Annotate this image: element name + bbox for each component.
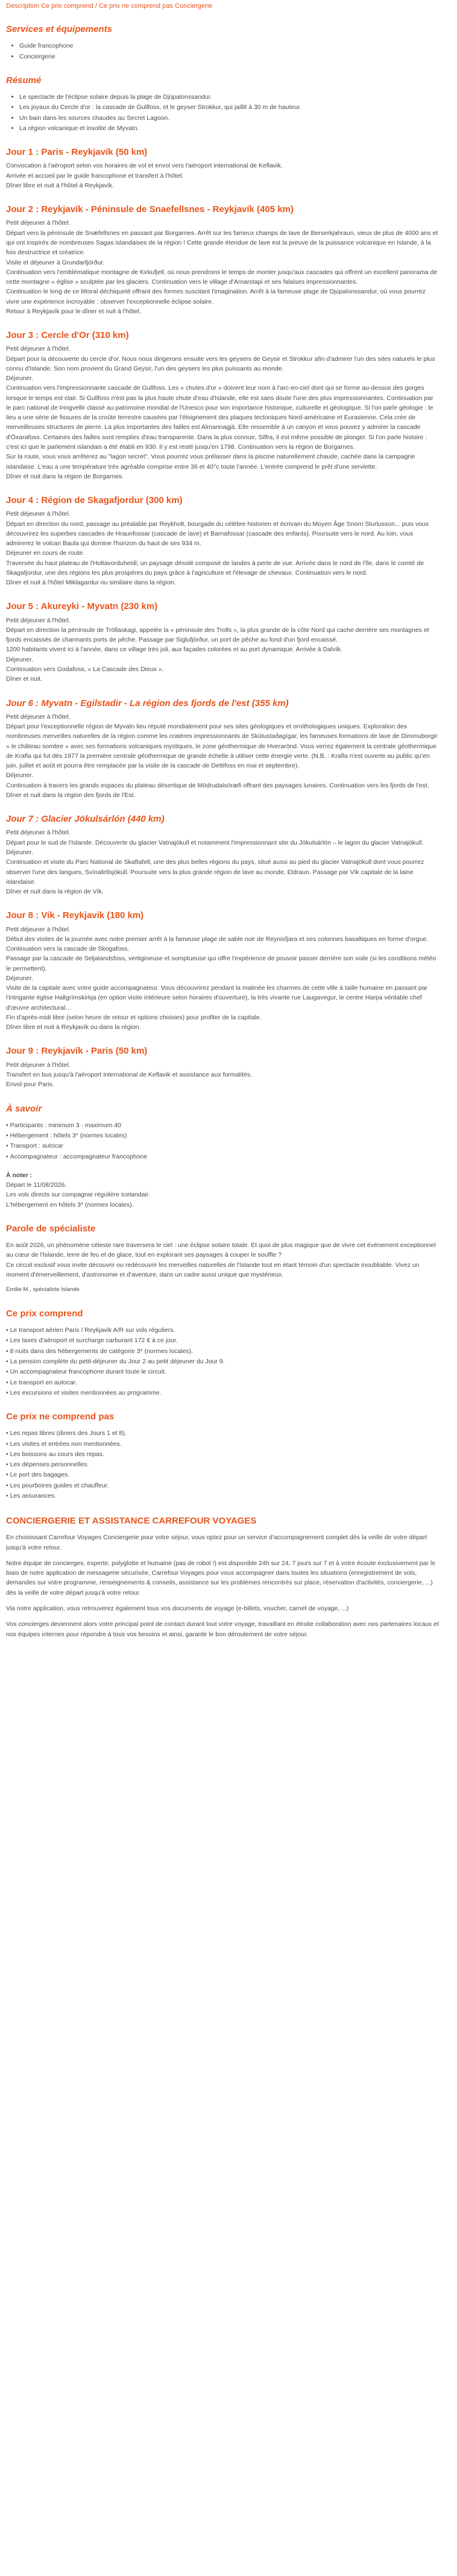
day-text: Dîner et nuit dans la région des fjords de l'Est. — [6, 791, 136, 799]
resume-list — [6, 92, 439, 133]
day-text: Départ pour l'exceptionnelle région de Myvatn lieu réputé mondialement pour ses sites géologiques et ornithologiques uniques. Exploration des nombreuses merveilles naturelles de la région comme les cratères impressionnants de Skútustaðagígar, les fameuses formations de lave de Dimmuborgir « le château sombre » avec ses formations volcaniques mystiques, le zone géothermique de Hverarönd. Vous verrez également la centrale géothermique de Krafla qui fut dès 1977 la première centrale géothermique de grande échelle à utiliser cette énergie verte. (N.B. : Krafla n'est ouverte au public qu'en juin, juillet et août et pourra être remplacée par la visite de la cascade de Dettifoss en mai et septembre). — [6, 723, 438, 770]
day-text: Dîner et nuit dans la région de Vík. — [6, 888, 104, 896]
list-item: • Les taxes d'aéroport et surcharge carburant 172 € à ce jour. — [6, 1336, 439, 1345]
day-text: Retour à Reykjavík pour le dîner et nuit à l'hôtel. — [6, 307, 141, 315]
specialiste-text: En août 2026, un phénomène céleste rare traversera le ciel : une éclipse solaire totale. Et quoi de plus magique que de vivre cet événement exceptionnel au cœur de l'Islande, terre de feu et de glace, tout en explorant ses paysages à couper le souffle ? — [6, 1242, 436, 1259]
list-item: • Les boissons au cours des repas. — [6, 1449, 439, 1459]
note-line: Les vols directs sur compagnie régulière Icelandair. — [6, 1191, 150, 1199]
list-item: • Les visites et entrées non mentionnées. — [6, 1439, 439, 1449]
day-text: Petit déjeuner à l'hôtel. — [6, 616, 71, 624]
ne-comprend-title: Ce prix ne comprend pas — [6, 1411, 115, 1422]
day-text: Départ pour le sud de l'Islande. Découverte du glacier Vatnajökull et notamment l'impressionnant site du Jökulsárlón – le lagon du glacier Vatnajökull. — [6, 839, 424, 846]
day-text: Petit déjeuner à l'hôtel. — [6, 713, 71, 721]
list-item: • Le transport aérien Paris / Reykjavik A/R sur vols réguliers. — [6, 1325, 439, 1335]
day-text: Dîner et nuit à l'hôtel Miklagardur ou similaire dans la région. — [6, 579, 176, 587]
day-text: Départ en direction la péninsule de Tröllaskagi, appelée la « péninsule des Trolls », la plus grande de la côte Nord qui cache derrière ses montagnes et fjords encaissés de charmants ports de pêche. Passage par Siglufjörður, un port de pêche au fond d'un fjord encaissé. — [6, 626, 429, 644]
day-text: Continuation vers la cascade de Skogafoss. — [6, 945, 130, 953]
list-item: • Un accompagnateur francophone durant toute le circuit. — [6, 1367, 439, 1377]
day-text: Passage par la cascade de Seljalandsfoss, vertigineuse et somptueuse qui offre l'expérience de pouvoir passer derrière son voile (si les conditions météo le permettent). — [6, 955, 437, 972]
comprend-title: Ce prix comprend — [6, 1308, 83, 1319]
day-title: Jour 7 : Glacier Jökulsárlón (440 km) — [6, 814, 165, 825]
list-item: • Le transport en autocar. — [6, 1378, 439, 1387]
specialiste-signature: Emilie M., spécialiste Islande — [6, 1286, 80, 1293]
day-text: Traversée du haut plateau de l'Holtavorduheidi; un paysage désolé composé de landes à perte de vue. Arrivée dans le nord de l'île, dans le comté de Skagafjordur, une des régions les plus prospères du pays grâce à l'agriculture et l'élevage de chevaux. Continuation vers le nord. — [6, 559, 424, 577]
resume-title: Résumé — [6, 75, 42, 86]
day-text: Début des visites de la journée avec notre premier arrêt à la fameuse plage de sable noir de Reynisfjara et ses colonnes basaltiques en forme d'orgue. — [6, 935, 429, 943]
day-text: Petit déjeuner à l'hôtel. — [6, 219, 71, 227]
list-item: • Les assurances. — [6, 1491, 439, 1501]
day-title: Jour 5 : Akureyki - Myvatn (230 km) — [6, 601, 158, 612]
list-item: • 8 nuits dans des hébergements de catégorie 3* (normes locales). — [6, 1346, 439, 1356]
list-item: • Les repas libres (diners des Jours 1 et 8). — [6, 1428, 439, 1438]
day-text: Envol pour Paris. — [6, 1081, 54, 1089]
day-text: Déjeuner. — [6, 655, 33, 663]
note-title: À noter : — [6, 1171, 33, 1179]
day-title: Jour 9 : Reykjavík - Paris (50 km) — [6, 1046, 148, 1057]
list-item: • Les pourboires guides et chauffeur. — [6, 1481, 439, 1490]
day-text: Fin d'après-midi libre (selon heure de retour et options choisies) pour profiter de la capitale. — [6, 1013, 262, 1021]
specialiste-title: Parole de spécialiste — [6, 1223, 96, 1234]
day-text: Continuation vers l'impressionnante cascade de Gullfoss. Les « chutes d'or » doivent leur nom à l'arc-en-ciel dont qui se forme au-dessus des gorges lorsque le temps est clair. Si Gullfoss n'est pas la plus haute chute d'eau d'Islande, elle est sans doute l'une des plus impressionnantes. Continuation par le parc national de Þingvellir classé au patrimoine mondial de l'Unesco pour son importance historique, culturelle et géologique. Si l'on parle géologie : le lieu a une série de fissures de la croûte terrestre causées par l'éloignement des plaques tectoniques Nord-américaine et Eurasienne. Cela crée de merveilleuses structures de pierre. La plus importantes des failles est Almannagjá. Elle ressemble à un canyon et vous pouvez y admirer la cascade d'Öxarafoss. Certaines des failles sont remplies d'eau transparente. Dans la plus connue, Silfra, il est même possible de plonger. Si l'on parle histoire : c'est ici que le parlement islandais a été établi en 930. Il y est resté jusqu'en 1798. Continuation vers la région de Borgarnes. — [6, 384, 433, 451]
day-text: Petit déjeuner à l'hôtel. — [6, 925, 71, 933]
note-line: Départ le 11/08/2026. — [6, 1181, 67, 1189]
conciergerie-paragraph: Notre équipe de concierges, experte, polyglotte et humaine (pas de robot !) est disponible 24h sur 24, 7 jours sur 7 et à votre écoute exclusivement par le biais de notre application de messagerie sécurisée, Carrefour Voyages pour vous accompagner dans toutes les situations (enregistrement de vols, demandes sur votre programme, renseignements & conseils, assistance sur les problèmes rencontrés sur place, réservation d'activités, conciergerie, ...) dès la veille de votre départ jusqu'à votre retour. — [6, 1559, 436, 1596]
day-text: Continuation vers l'emblématique montagne de Kirkufjell, où nous prendrons le temps de monter jusqu'aux cascades qui offrent un excellent panorama de cette montagne « église » sculptée par les glaciers. Continuation vers le village d'Arnarstapi et ses falaises impressionnantes. — [6, 268, 438, 286]
savoir-title: À savoir — [6, 1103, 42, 1114]
specialiste-text-2: Ce circuit exclusif vous invite découvrir ou redécouvrir les merveilles naturelles de l'Islande tout en étant témoin d'un spectacle inoubliable. Vivez un moment d'émerveillement, d'astronomie et d'aventure, dans un cadre aussi unique que mystérieux. — [6, 1261, 420, 1278]
day-text: Convocation à l'aéroport selon vos horaires de vol et envol vers l'aéroport international de Keflavik. — [6, 162, 283, 170]
list-item: • Les dépenses personnelles. — [6, 1460, 439, 1469]
day-text: Dîner et nuit. — [6, 675, 43, 683]
day-text: Visite et déjeuner à Grundarfjörður. — [6, 258, 105, 266]
list-item: • Le spectacle de l'éclipse solaire depuis la plage de Djúpalonssandur. — [19, 92, 439, 102]
day-text: Départ en direction du nord, passage au préalable par Reykholt, bourgade du célèbre historien et écrivain du Moyen Âge Snorri Sturlusson... puis vous découvrirez les superbes cascades de Hraunfossar (cascade de lave) et Barnafossar (cascade des enfants). Poursuite vers le nord. Au loin, vous admirerez le volcan Baula qui domine l'horizon du haut de ses 934 m. — [6, 520, 429, 548]
list-item: • La pension complète du petit-déjeuner du Jour 2 au petit déjeuner du Jour 9. — [6, 1357, 439, 1366]
day-text: Continuation le long de ce littoral déchiqueté offrant des formes suscitant l'imagination. Arrêt à la fameuse plage de Djúpalonssandur, où vous pourrez vivre une expérience incroyable : observer l'exceptionnelle éclipse solaire. — [6, 288, 426, 305]
list-item: • Le port des bagages. — [6, 1470, 439, 1480]
day-text: Visite de la capitale avec votre guide accompagnateur. Vous découvrirez pendant la matinée les charmes de cette ville à taille humaine en passant par l'intrigante église Hallgrímskirkja (en option visite intérieure selon horaires d'ouverture), la très vivante rue Laugavegur, le centre Harpa véritable chef d'œuvre architectural… — [6, 984, 428, 1011]
list-item: • La région volcanique et insolite de Myvatn. — [19, 123, 439, 133]
day-text: 1200 habitants vivent ici à l'année, dans ce village très joli, aux façades colorées et au port dynamique. Arrivée à Dalvík. — [6, 646, 342, 654]
day-title: Jour 1 : Paris - Reykjavík (50 km) — [6, 147, 148, 158]
services-title: Services et équipements — [6, 24, 112, 35]
day-text: Petit déjeuner à l'hôtel. — [6, 1061, 71, 1069]
day-text: Déjeuner. — [6, 772, 33, 780]
day-title: Jour 2 : Reykjavík - Péninsule de Snaefellsnes - Reykjavík (405 km) — [6, 204, 294, 215]
list-item: • Participants : minimum 3 - maximum 40 — [6, 1121, 439, 1130]
conciergerie-title: CONCIERGERIE ET ASSISTANCE CARREFOUR VOYAGES — [6, 1516, 257, 1527]
savoir-list — [6, 1121, 439, 1161]
day-text: Continuation et visite du Parc National de Skaftafell, une des plus belles régions du pays, situé aussi au pied du glacier Vatnajökull dont vous pourrez observer l'une des langues, Svínafellsjökull. Poursuite vers la plus grande région de lave au monde, Eldraun. Passage par Vík capitale de la laine islandaise. — [6, 858, 424, 886]
list-item: • Un bain dans les sources chaudes au Secret Lagoon. — [19, 113, 439, 123]
day-text: Sur la route, vous vous arrêterez au "lagon secret". Vous pourrez vous prélasser dans la piscine naturellement chaude, cachée dans la campagne islandaise. L'eau a une température très agréable comprise entre 36 et 40°c toute l'année. L'entrée comprend le prêt d'une serviette. — [6, 453, 415, 470]
day-text: Dîner libre et nuit à Reykjavík ou dans la région. — [6, 1024, 141, 1031]
day-text: Transfert en bus jusqu'à l'aéroport international de Keflavik et assistance aux formalités. — [6, 1071, 253, 1078]
day-text: Petit déjeuner à l'hôtel. — [6, 829, 71, 837]
day-text: Dîner libre et nuit à l'hôtel à Reykjavík. — [6, 181, 114, 189]
services-list — [6, 41, 439, 61]
itinerary — [6, 145, 439, 1089]
day-text: Petit déjeuner à l'hôtel. — [6, 510, 71, 518]
day-text: Déjeuner. — [6, 848, 33, 856]
conciergerie-paragraph: En choisissant Carrefour Voyages Conciergerie pour votre séjour, vous optez pour un service d'accompagnement complet dès la veille de votre départ jusqu'à votre retour. — [6, 1534, 427, 1551]
day-title: Jour 6 : Myvatn - Egilstadir - La région des fjords de l'est (355 km) — [6, 698, 289, 708]
day-title: Jour 4 : Région de Skagafjordur (300 km) — [6, 495, 183, 506]
list-item: • Hébergement : hôtels 3* (normes locales) — [6, 1131, 439, 1140]
tab-navigation[interactable]: Description Ce prix comprend / Ce prix ne comprend pas Conciergerie — [6, 2, 213, 10]
list-item: • Guide francophone — [19, 41, 439, 51]
day-text: Départ pour la découverte du cercle d'or. Nous nous dirigerons ensuite vers les geysers de Geysir et Strokkur afin d'admirer l'un des sites naturels le plus connu d'Islande. Son nom provient du Grand Geysir, l'un des geysers les plus puissants au monde. — [6, 355, 435, 372]
day-text: Continuation à travers les grands espaces du plateau désertique de Mödrudalsöræfi offrant des paysages lunaires. Continuation vers les fjords de l'est. — [6, 781, 429, 789]
conciergerie-paragraph: Vos concierges deviennent alors votre principal point de contact durant tout votre voyage, travaillant en étroite collaboration avec nos partenaires locaux et nos équipes internes pour répondre à tous vos besoins et ainsi, garantir le bon déroulement de votre séjour. — [6, 1621, 439, 1638]
day-text: Petit déjeuner à l'hôtel. — [6, 345, 71, 353]
day-text: Départ vers la péninsule de Snæfellsnes en passant par Borgarnes. Arrêt sur les fameux champs de lave de Berserkjahraun, vieux de plus de 4000 ans et qui ont inspirés de nombreuses Sagas islandaises de la région ! Cette grande étendue de lave est la preuve de la puissance volcanique en Islande, à la fois destructrice et créatrice. — [6, 229, 438, 257]
list-item: • Les joyaux du Cercle d'or : la cascade de Gullfoss, et le geyser Strokkur, qui jaillit à 30 m de hauteur. — [19, 102, 439, 112]
list-item: • Les excursions et visites mentionnées au programme. — [6, 1388, 439, 1398]
list-item: • Transport : autocar — [6, 1141, 439, 1151]
day-text: Déjeuner. — [6, 375, 33, 383]
list-item: • Conciergerie — [19, 52, 439, 61]
day-title: Jour 8 : Vik - Reykjavik (180 km) — [6, 910, 144, 921]
day-text: Déjeuner. — [6, 974, 33, 982]
day-text: Continuation vers Godafoss, « La Cascade des Dieux ». — [6, 666, 164, 674]
day-title: Jour 3 : Cercle d'Or (310 km) — [6, 330, 129, 341]
comprend-list — [6, 1325, 439, 1398]
day-text: Dîner et nuit dans la région de Borgarnes. — [6, 472, 124, 480]
ne-comprend-list — [6, 1428, 439, 1501]
conciergerie-paragraph: Via notre application, vous retrouverez également tous vos documents de voyage (e-billets, voucher, carnet de voyage, ...) — [6, 1604, 349, 1612]
day-text: Déjeuner en cours de route. — [6, 549, 85, 557]
list-item: • Accompagnateur : accompagnateur francophone — [6, 1152, 439, 1161]
note-line: L'hébergement en hôtels 3* (normes locales). — [6, 1201, 134, 1208]
day-text: Arrivée et accueil par le guide francophone et transfert à l'hôtel. — [6, 172, 184, 180]
